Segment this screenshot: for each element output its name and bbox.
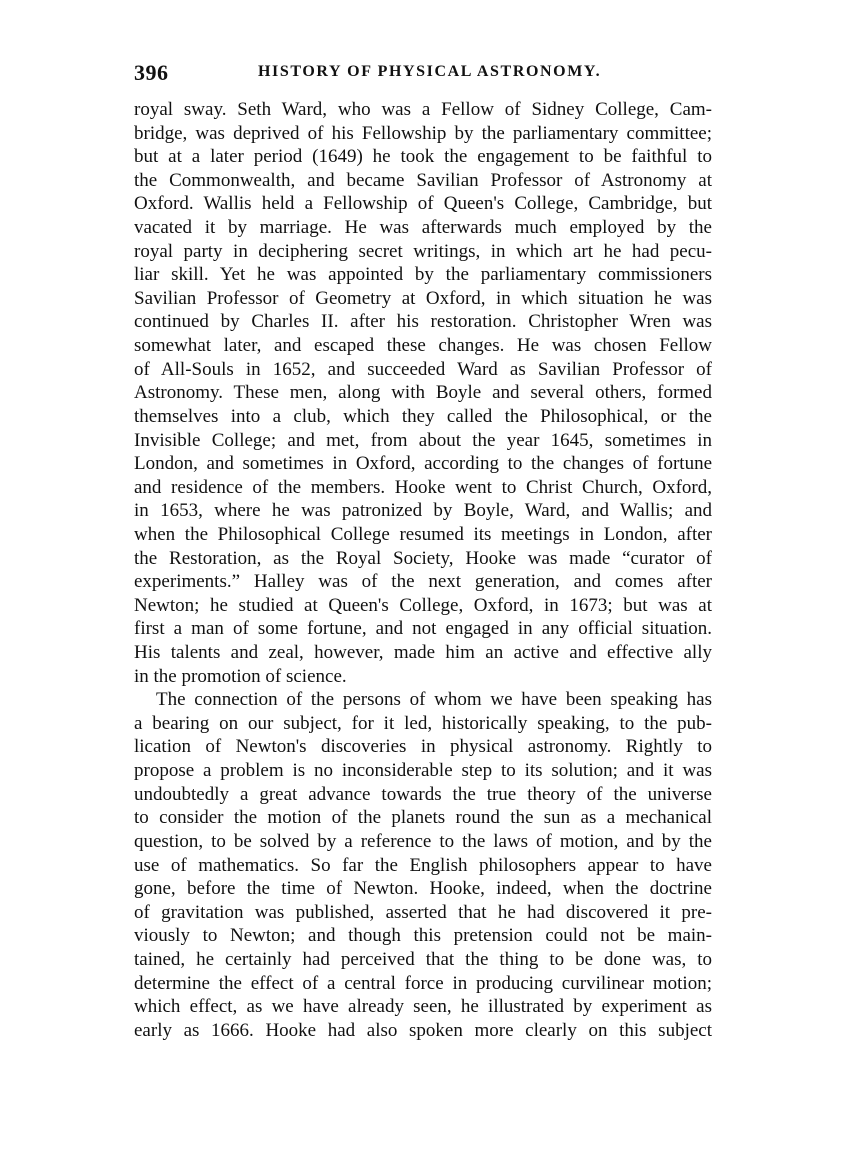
paragraph (134, 688, 712, 1042)
text-line: liar skill. Yet he was appointed by the parliamentary commissioners (134, 264, 712, 286)
text-line: London, and sometimes in Oxford, according to the changes of fortune (134, 453, 712, 475)
text-line: to consider the motion of the planets round the sun as a mechanical (134, 807, 712, 829)
text-line: the Restoration, as the Royal Society, Hooke was made “curator of (134, 547, 712, 569)
text-line: when the Philosophical College resumed its meetings in London, after (134, 523, 712, 545)
text-line: in the promotion of science. (134, 665, 347, 687)
text-line: continued by Charles II. after his restoration. Christopher Wren was (134, 311, 712, 333)
text-line: lication of Newton's discoveries in physical astronomy. Rightly to (134, 736, 712, 758)
text-line: experiments.” Halley was of the next generation, and comes after (134, 571, 712, 593)
body-text (134, 98, 712, 1042)
paragraphs (134, 98, 712, 1042)
page-number: 396 (134, 60, 169, 85)
text-line: undoubtedly a great advance towards the true theory of the universe (134, 783, 712, 805)
text-line: but at a later period (1649) he took the engagement to be faithful to (134, 146, 712, 168)
text-line: viously to Newton; and though this pretension could not be main- (134, 925, 712, 947)
text-line: vacated it by marriage. He was afterwards much employed by the (134, 217, 712, 239)
text-line: in 1653, where he was patronized by Boyle, Ward, and Wallis; and (134, 500, 712, 522)
running-head (134, 60, 712, 90)
text-line: Savilian Professor of Geometry at Oxford, in which situation he was (134, 287, 712, 309)
paragraph (134, 98, 712, 688)
text-line: His talents and zeal, however, made him an active and effective ally (134, 642, 712, 664)
running-title: HISTORY OF PHYSICAL ASTRONOMY. (258, 63, 602, 80)
text-line: early as 1666. Hooke had also spoken more clearly on this subject (134, 1019, 712, 1041)
text-line: Oxford. Wallis held a Fellowship of Queen's College, Cambridge, but (134, 193, 712, 215)
text-line: a bearing on our subject, for it led, historically speaking, to the pub- (134, 712, 712, 734)
text-line: royal sway. Seth Ward, who was a Fellow of Sidney College, Cam- (134, 99, 712, 120)
text-line: the Commonwealth, and became Savilian Professor of Astronomy at (134, 169, 712, 191)
text-line: determine the effect of a central force in producing curvilinear motion; (134, 972, 712, 994)
text-line: The connection of the persons of whom we have been speaking has (156, 689, 712, 711)
text-line: use of mathematics. So far the English philosophers appear to have (134, 854, 712, 876)
text-line: of gravitation was published, asserted that he had discovered it pre- (134, 901, 712, 923)
text-line: Invisible College; and met, from about the year 1645, sometimes in (134, 429, 712, 451)
text-line: themselves into a club, which they called the Philosophical, or the (134, 405, 712, 427)
text-line: first a man of some fortune, and not engaged in any official situation. (134, 618, 712, 640)
text-line: gone, before the time of Newton. Hooke, indeed, when the doctrine (134, 878, 712, 900)
text-line: which effect, as we have already seen, he illustrated by experiment as (134, 996, 712, 1018)
text-line: and residence of the members. Hooke went to Christ Church, Oxford, (134, 476, 712, 498)
text-line: somewhat later, and escaped these changes. He was chosen Fellow (134, 335, 712, 357)
text-line: propose a problem is no inconsiderable step to its solution; and it was (134, 760, 712, 782)
text-line: Astronomy. These men, along with Boyle and several others, formed (134, 382, 712, 404)
text-line: Newton; he studied at Queen's College, Oxford, in 1673; but was at (134, 594, 712, 616)
text-line: of All-Souls in 1652, and succeeded Ward as Savilian Professor of (134, 358, 712, 380)
text-line: royal party in deciphering secret writings, in which art he had pecu- (134, 240, 712, 262)
text-line: bridge, was deprived of his Fellowship by the parliamentary committee; (134, 122, 712, 144)
text-line: tained, he certainly had perceived that the thing to be done was, to (134, 948, 712, 970)
text-line: question, to be solved by a reference to the laws of motion, and by the (134, 830, 712, 852)
